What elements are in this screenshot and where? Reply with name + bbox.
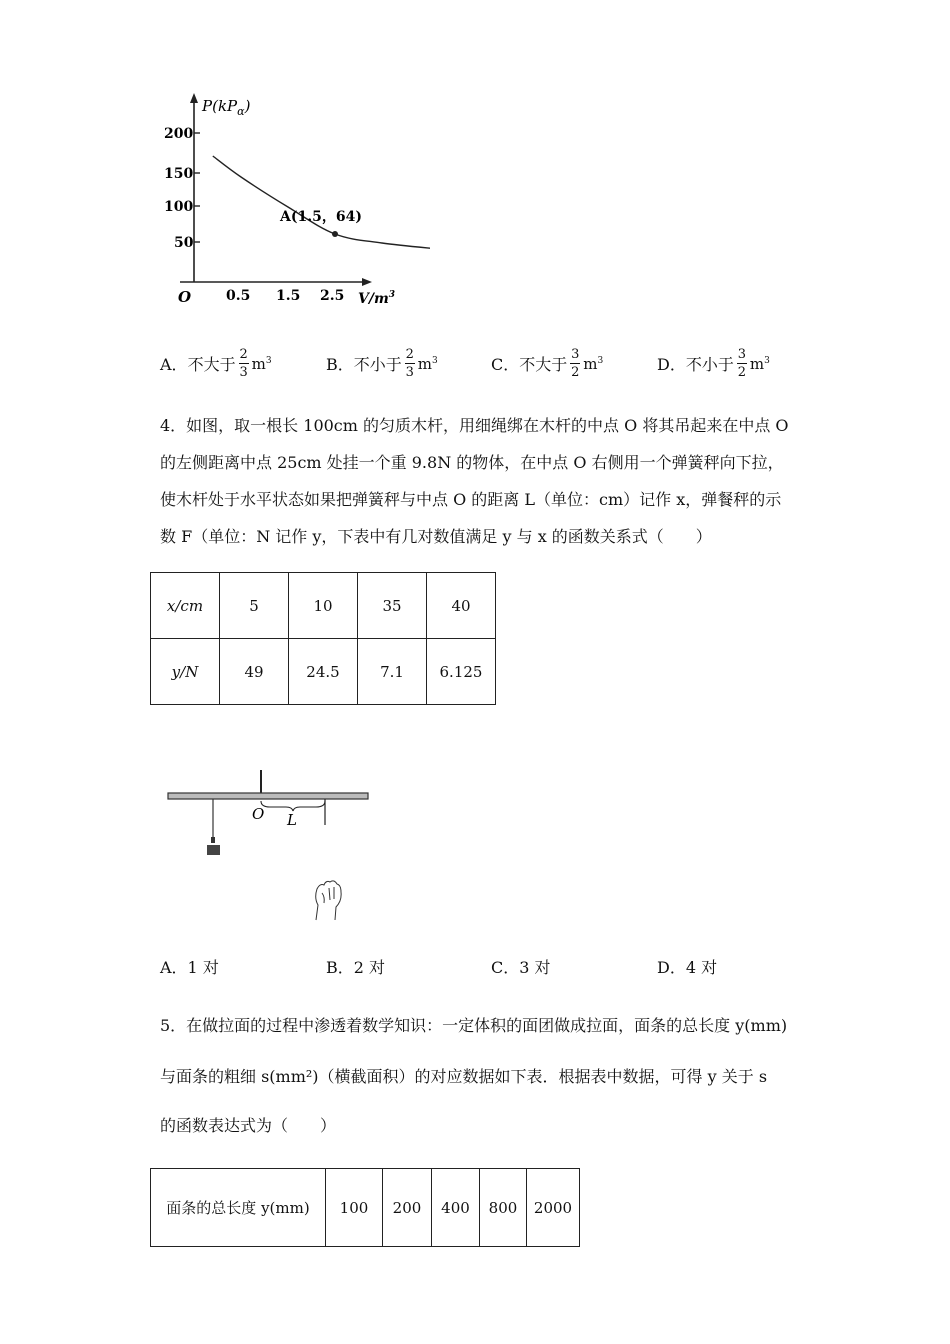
table-cell: 10 [289,573,358,639]
x-axis-title: $V/m^3$ [358,290,396,307]
table-cell: x/cm [151,573,220,639]
fraction: $\frac{3}{2}$ [571,347,580,380]
y-axis-arrow [190,93,198,103]
q4-option-a[interactable]: A．1 对 [160,958,219,977]
y-tick-label: 100 [164,199,194,215]
y-tick-label: 200 [164,126,194,142]
option-text: 不小于 [353,355,402,374]
fraction: $\frac{3}{2}$ [737,347,746,380]
option-letter: D． [657,355,686,374]
table-cell: 800 [480,1169,527,1247]
table-cell: 35 [358,573,427,639]
table-cell: 7.1 [358,639,427,705]
table-cell: 6.125 [427,639,496,705]
table-cell: 面条的总长度 y(mm) [151,1169,326,1247]
weight-hook [211,837,215,843]
table-cell: 5 [220,573,289,639]
option-letter: A． [160,355,188,374]
q4-line-4: 数 F（单位：N 记作 y，下表中有几对数值满足 y 与 x 的函数关系式（ ） [160,527,712,546]
hand-icon [316,881,341,920]
pressure-curve [213,156,430,249]
q3-option-d[interactable] [657,348,770,379]
y-tick-label: 150 [164,166,194,182]
q3-option-a[interactable] [160,348,272,379]
table-cell: 49 [220,639,289,705]
table-row [151,639,496,705]
x-tick-label: 1.5 [276,288,301,304]
table-cell: 2000 [527,1169,580,1247]
table-cell: y/N [151,639,220,705]
unit: $m^3$ [417,354,438,373]
pressure-volume-graph [150,85,430,315]
table-cell: 200 [383,1169,432,1247]
y-axis-title: $P(kP_\alpha)$ [202,97,251,118]
q4-line-1: 4．如图，取一根长 100cm 的匀质木杆，用细绳绑在木杆的中点 O 将其吊起来在中点 O [160,416,789,435]
q5-data-table [150,1168,580,1247]
unit: $m^3$ [251,354,272,373]
x-axis-arrow [362,278,372,286]
table-row [151,573,496,639]
q4-line-3: 使木杆处于水平状态如果把弹簧秤与中点 O 的距离 L（单位：cm）记作 x，弹餐秤的示 [160,490,782,509]
fraction: $\frac{2}{3}$ [405,347,414,380]
option-text: 不大于 [519,355,568,374]
q3-option-c[interactable] [491,348,603,379]
q3-option-b[interactable] [326,348,438,379]
weight-block [207,845,220,855]
fraction: $\frac{2}{3}$ [239,347,248,380]
origin-label: O [178,288,192,306]
q4-option-b[interactable]: B．2 对 [326,958,386,977]
point-a-label: A(1.5，64) [280,209,362,225]
l-label: L [287,811,297,829]
table-cell: 400 [432,1169,480,1247]
q4-option-d[interactable]: D．4 对 [657,958,718,977]
point-a [332,231,338,237]
q5-line-3: 的函数表达式为（ ） [160,1116,337,1135]
unit: $m^3$ [583,354,604,373]
table-cell: 24.5 [289,639,358,705]
q5-line-2: 与面条的粗细 s(mm²)（横截面积）的对应数据如下表．根据表中数据，可得 y 关于 s [160,1067,768,1086]
x-tick-label: 2.5 [320,288,345,304]
option-text: 不大于 [187,355,236,374]
wooden-rod [168,793,368,799]
q4-option-c[interactable]: C．3 对 [491,958,551,977]
table-cell: 40 [427,573,496,639]
lever-figure [160,765,380,930]
q4-data-table [150,572,496,705]
x-tick-label: 0.5 [226,288,251,304]
option-letter: B． [326,355,354,374]
o-label: O [252,805,265,823]
q5-line-1: 5．在做拉面的过程中渗透着数学知识：一定体积的面团做成拉面，面条的总长度 y(mm) [160,1016,788,1035]
table-cell: 100 [326,1169,383,1247]
option-text: 不小于 [685,355,734,374]
unit: $m^3$ [749,354,770,373]
q4-line-2: 的左侧距离中点 25cm 处挂一个重 9.8N 的物体，在中点 O 右侧用一个弹簧秤向下拉， [160,453,784,472]
y-tick-label: 50 [174,235,194,251]
distance-brace [261,801,325,811]
table-row [151,1169,580,1247]
option-letter: C． [491,355,520,374]
